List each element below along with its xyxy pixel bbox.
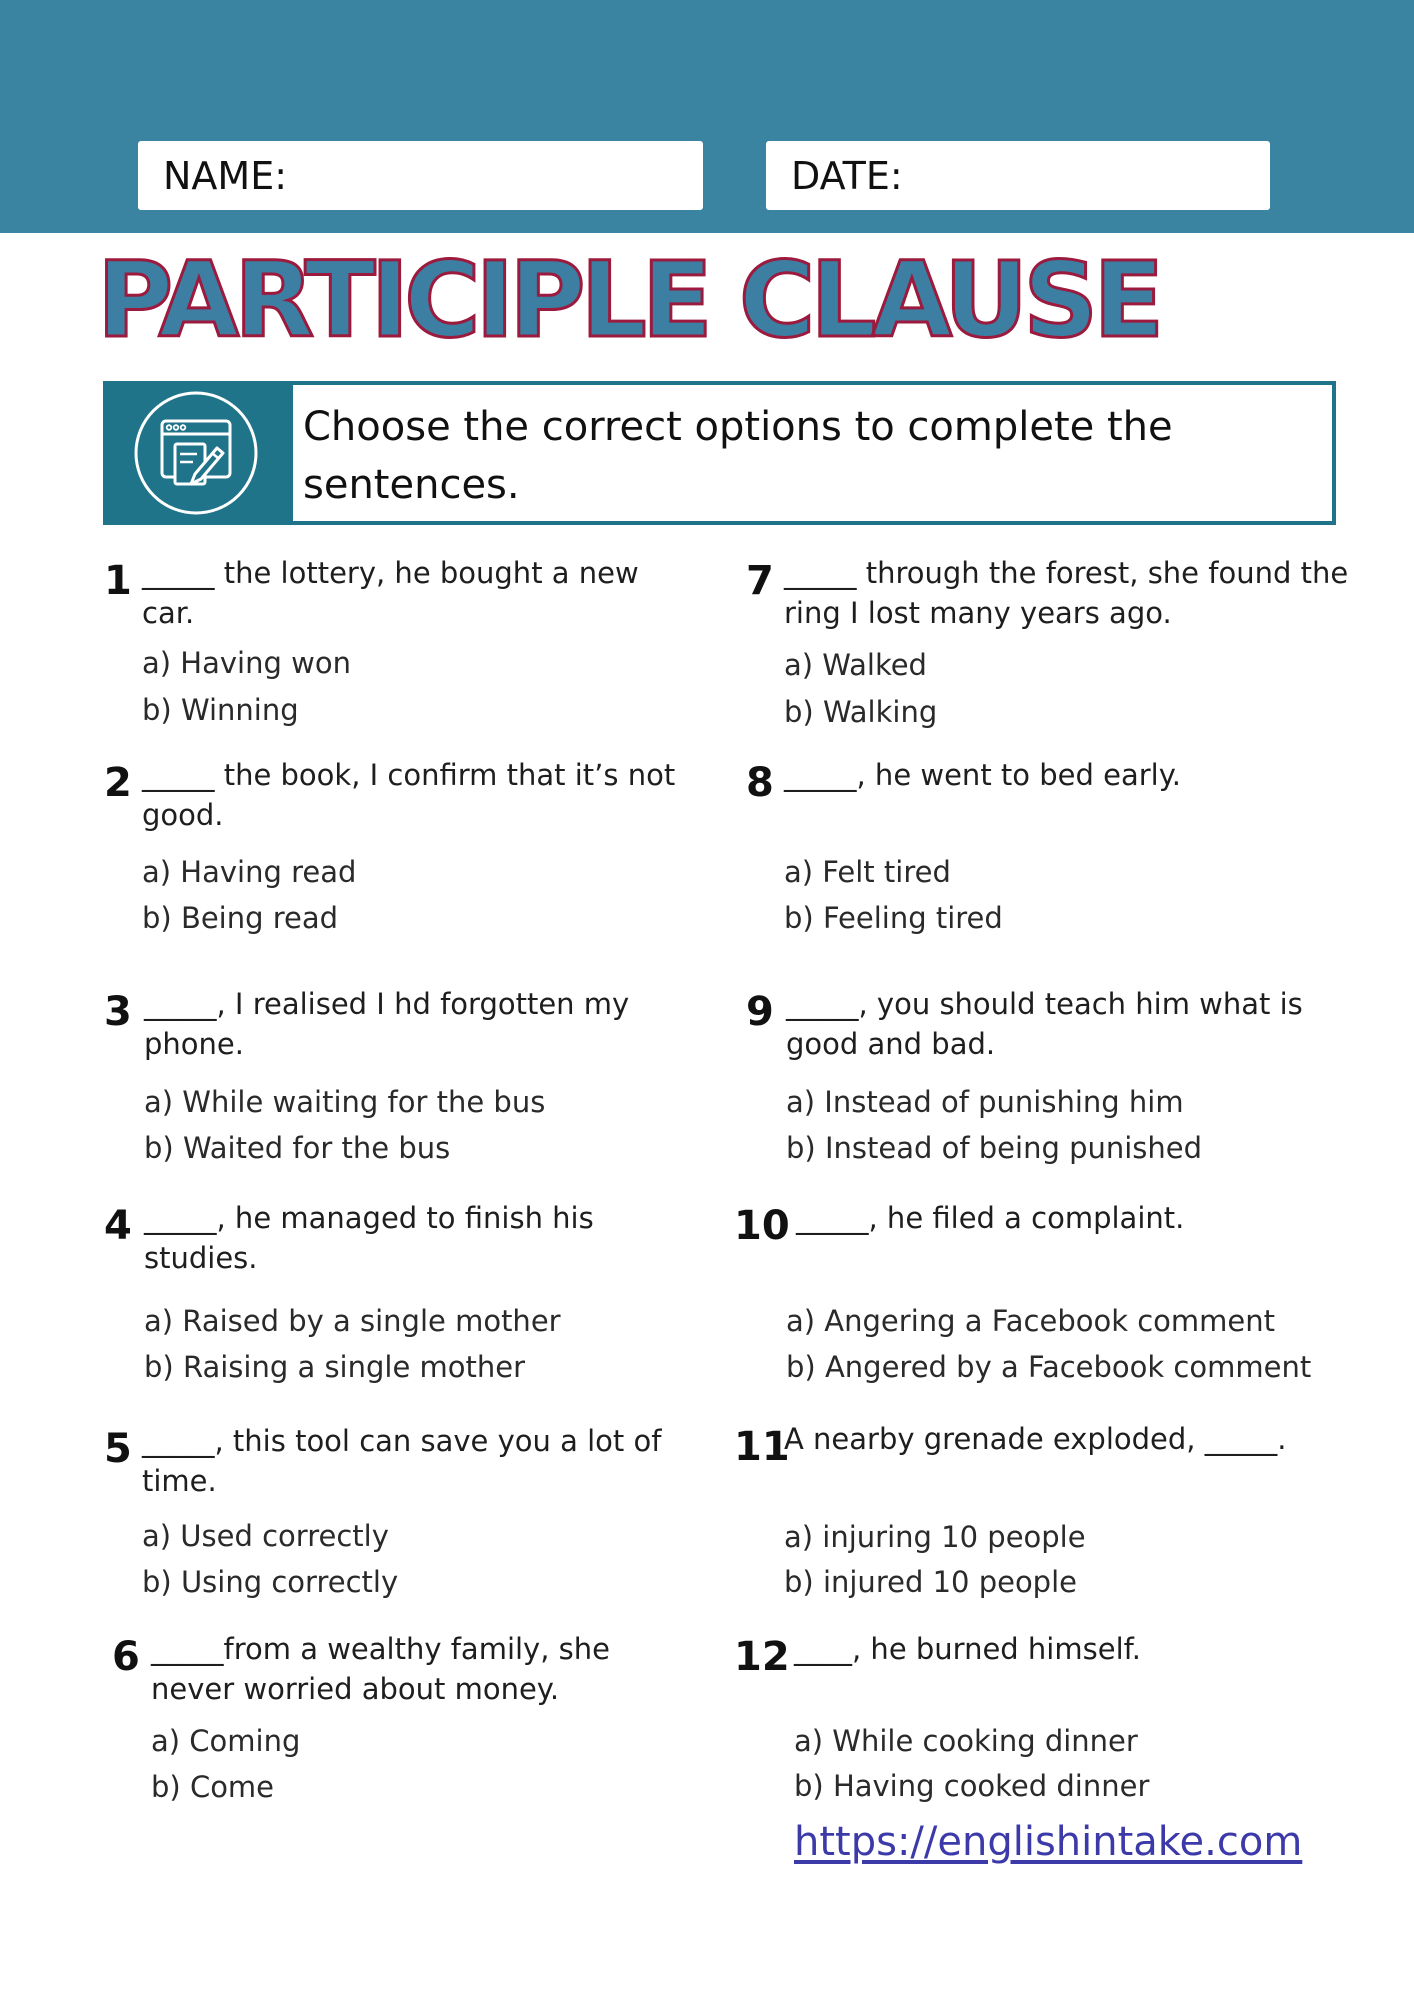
- option-a[interactable]: a) Having read: [142, 855, 357, 889]
- question-number: 7: [746, 558, 774, 604]
- option-a[interactable]: a) Instead of punishing him: [786, 1085, 1184, 1119]
- question-text: _____, he went to bed early.: [784, 758, 1181, 792]
- question-number: 4: [104, 1203, 132, 1249]
- option-a[interactable]: a) Used correctly: [142, 1519, 389, 1553]
- name-field[interactable]: [138, 141, 703, 210]
- option-b[interactable]: b) Being read: [142, 901, 339, 935]
- option-b[interactable]: b) Waited for the bus: [144, 1131, 451, 1165]
- option-a[interactable]: a) Angering a Facebook comment: [786, 1304, 1276, 1338]
- question-text: _____, I realised I hd forgotten my phone.: [144, 987, 630, 1061]
- option-b[interactable]: b) Raising a single mother: [144, 1350, 526, 1384]
- option-a[interactable]: a) While waiting for the bus: [144, 1085, 546, 1119]
- question-text: _____ the lottery, he bought a new car.: [142, 556, 639, 630]
- question-text: ____, he burned himself.: [794, 1632, 1141, 1666]
- option-a[interactable]: a) Coming: [151, 1724, 301, 1758]
- option-a[interactable]: a) Raised by a single mother: [144, 1304, 561, 1338]
- instructions-icon-panel: [103, 381, 289, 525]
- option-b[interactable]: b) Feeling tired: [784, 901, 1003, 935]
- question-number: 5: [104, 1426, 132, 1472]
- option-b[interactable]: b) Come: [151, 1770, 275, 1804]
- question-text: _____, he managed to finish his studies.: [144, 1201, 594, 1275]
- option-a[interactable]: a) While cooking dinner: [794, 1724, 1138, 1758]
- option-b[interactable]: b) Having cooked dinner: [794, 1769, 1150, 1803]
- option-a[interactable]: a) Felt tired: [784, 855, 951, 889]
- question-number: 11: [734, 1424, 790, 1470]
- question-number: 6: [112, 1634, 140, 1680]
- option-b[interactable]: b) Instead of being punished: [786, 1131, 1203, 1165]
- option-a[interactable]: a) Walked: [784, 648, 927, 682]
- date-label: DATE:: [791, 153, 903, 198]
- name-label: NAME:: [163, 153, 288, 198]
- date-field[interactable]: [766, 141, 1270, 210]
- option-b[interactable]: b) Using correctly: [142, 1565, 399, 1599]
- question-number: 9: [746, 989, 774, 1035]
- question-text: _____, this tool can save you a lot of time.: [142, 1424, 662, 1498]
- web-edit-icon: [133, 390, 259, 516]
- question-text: _____, you should teach him what is good and bad.: [786, 987, 1303, 1061]
- option-b[interactable]: b) Angered by a Facebook comment: [786, 1350, 1312, 1384]
- instructions-box: [289, 381, 1336, 525]
- question-text: _____ through the forest, she found the ring I lost many years ago.: [784, 556, 1349, 630]
- option-b[interactable]: b) Winning: [142, 693, 299, 727]
- question-number: 10: [734, 1203, 790, 1249]
- option-a[interactable]: a) Having won: [142, 646, 351, 680]
- question-number: 1: [104, 558, 132, 604]
- option-a[interactable]: a) injuring 10 people: [784, 1520, 1086, 1554]
- question-text: _____from a wealthy family, she never worried about money.: [151, 1632, 610, 1706]
- option-b[interactable]: b) injured 10 people: [784, 1565, 1077, 1599]
- question-number: 12: [734, 1634, 790, 1680]
- page-title: PARTICIPLE CLAUSE: [97, 239, 1160, 361]
- question-text: _____, he filed a complaint.: [796, 1201, 1185, 1235]
- question-number: 2: [104, 760, 132, 806]
- question-text: _____ the book, I confirm that it’s not good.: [142, 758, 676, 832]
- instructions-text: Choose the correct options to complete the sentences.: [303, 404, 1173, 508]
- website-link[interactable]: https://englishintake.com: [794, 1819, 1303, 1865]
- question-number: 8: [746, 760, 774, 806]
- option-b[interactable]: b) Walking: [784, 695, 938, 729]
- question-number: 3: [104, 989, 132, 1035]
- question-text: A nearby grenade exploded, _____.: [784, 1422, 1287, 1456]
